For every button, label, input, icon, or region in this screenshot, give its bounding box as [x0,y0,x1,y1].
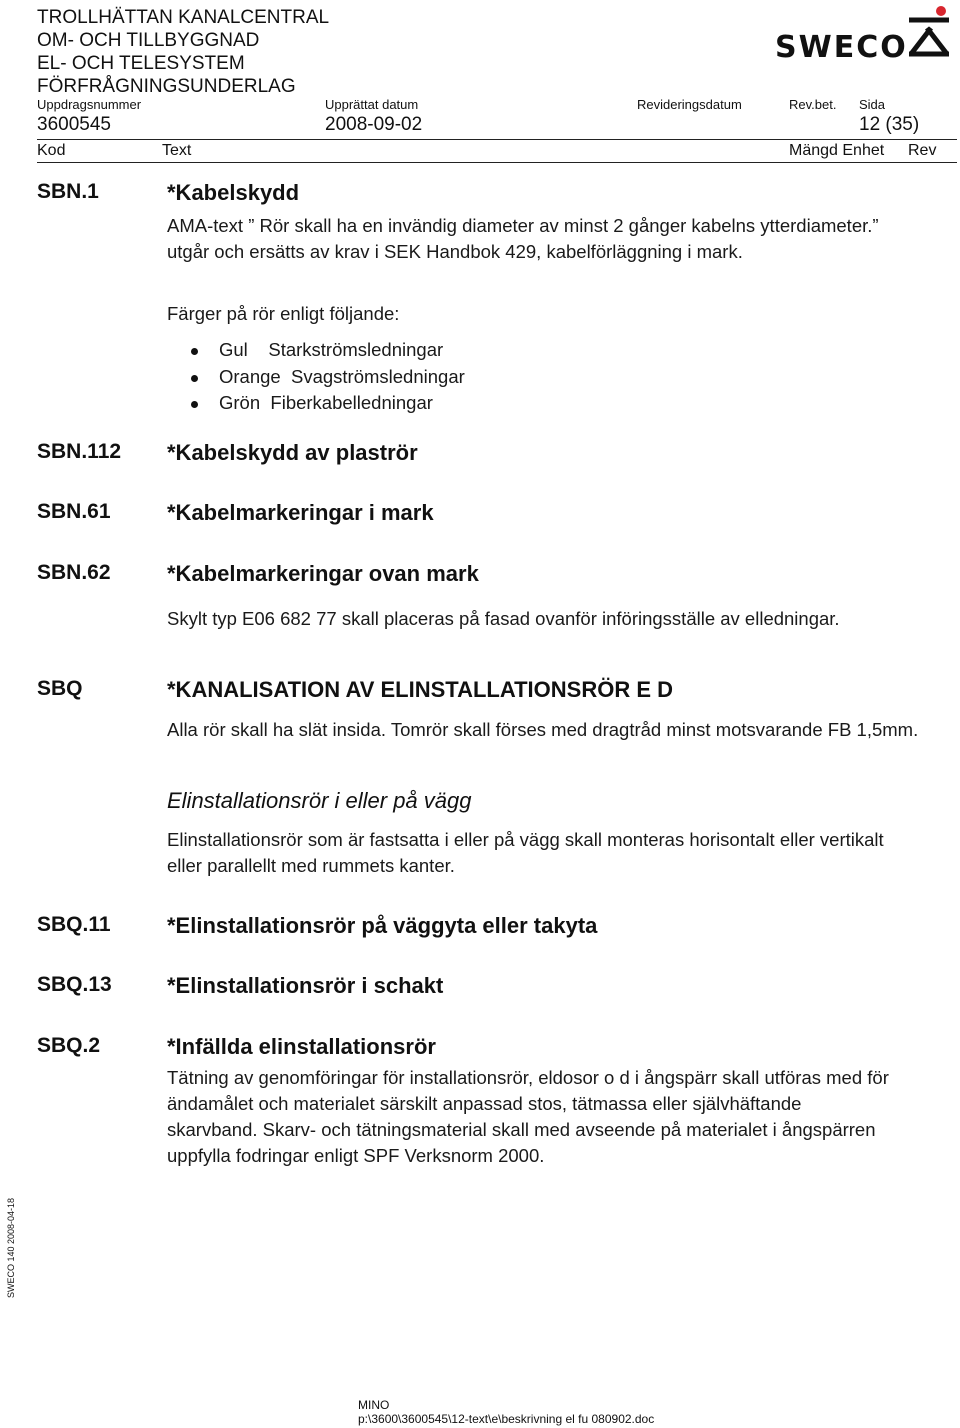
column-head-text: Text [162,142,192,159]
section-heading: *Kabelskydd av plaströr [167,440,418,465]
section-heading: *Elinstallationsrör i schakt [167,973,444,998]
section-code: SBQ.11 [37,913,111,936]
section-code: SBQ.13 [37,973,112,996]
sweco-logo [775,4,955,65]
label-revideringsdatum: Revideringsdatum [637,97,742,112]
section-code: SBN.1 [37,180,99,203]
sweco-figure-icon [905,4,953,58]
logo-wordmark: SWECO [775,30,908,65]
section-code: SBN.62 [37,561,111,584]
header-rule-bottom [37,162,957,163]
column-head-mangd-enhet: Mängd Enhet [789,142,885,159]
bullet-text: Grön Fiberkabelledningar [219,392,433,413]
project-title-line-4: FÖRFRÅGNINGSUNDERLAG [37,76,296,97]
section-code: SBQ.2 [37,1034,101,1057]
project-title-line-2: OM- OCH TILLBYGGNAD [37,30,260,51]
section-heading: *Elinstallationsrör på väggyta eller takyta [167,913,598,938]
label-upprattat-datum: Upprättat datum [325,97,419,112]
section-paragraph: AMA-text ” Rör skall ha en invändig diameter av minst 2 gånger kabelns ytterdiameter.” utgår och ersätts av krav i SEK Handbok 429, kabelförläggning i mark. [167,215,879,262]
project-title-line-1: TROLLHÄTTAN KANALCENTRAL [37,7,330,28]
colors-intro: Färger på rör enligt följande: [167,303,400,324]
section-code: SBQ [37,677,83,700]
value-uppdragsnummer: 3600545 [37,114,111,135]
bullet-text: Gul Starkströmsledningar [219,339,444,360]
section-heading: *Kabelmarkeringar i mark [167,500,434,525]
template-side-note: SWECO 140 2008-04-18 [6,1197,16,1298]
list-item [167,364,465,391]
footer-file-path: p:\3600\3600545\12-text\e\beskrivning el fu 080902.doc [358,1412,655,1426]
label-sida: Sida [859,97,886,112]
section-heading: *KANALISATION AV ELINSTALLATIONSRÖR E D [167,677,673,702]
column-head-kod: Kod [37,142,66,159]
section-subheading: Elinstallationsrör i eller på vägg [167,788,472,813]
color-bullet-list [167,337,465,417]
section-paragraph: Skylt typ E06 682 77 skall placeras på fasad ovanför införingsställe av elledningar. [167,608,840,629]
list-item [167,337,465,364]
section-code: SBN.61 [37,500,111,523]
section-paragraph: Alla rör skall ha slät insida. Tomrör skall förses med dragtråd minst motsvarande FB 1,5mm. [167,719,919,740]
project-title-line-3: EL- OCH TELESYSTEM [37,53,245,74]
value-upprattat-datum: 2008-09-02 [325,114,423,135]
section-heading: *Kabelmarkeringar ovan mark [167,561,479,586]
list-item [167,390,465,417]
bullet-text: Orange Svagströmsledningar [219,365,465,387]
section-heading: *Kabelskydd [167,180,300,205]
section-paragraph: Elinstallationsrör som är fastsatta i eller på vägg skall monteras horisontalt eller vertikalt eller parallellt med rummets kanter. [167,829,884,876]
section-heading: *Infällda elinstallationsrör [167,1034,436,1059]
value-sida: 12 (35) [859,114,920,135]
label-uppdragsnummer: Uppdragsnummer [37,97,142,112]
footer-author: MINO [358,1398,390,1412]
column-head-rev: Rev [908,142,937,159]
section-paragraph: Tätning av genomföringar för installationsrör, eldosor o d i ångspärr skall utföras med för ändamålet och materialet särskilt anpassad stos, tätmassa eller självhäftande skarvband. Skarv- och tätningsmaterial skall med avseende på materialet i ångspärren uppfylla fodringar enligt SPF Verksnorm 2000. [167,1067,889,1166]
section-code: SBN.112 [37,440,122,463]
header-rule-top [37,139,957,140]
label-rev-bet: Rev.bet. [789,97,837,112]
